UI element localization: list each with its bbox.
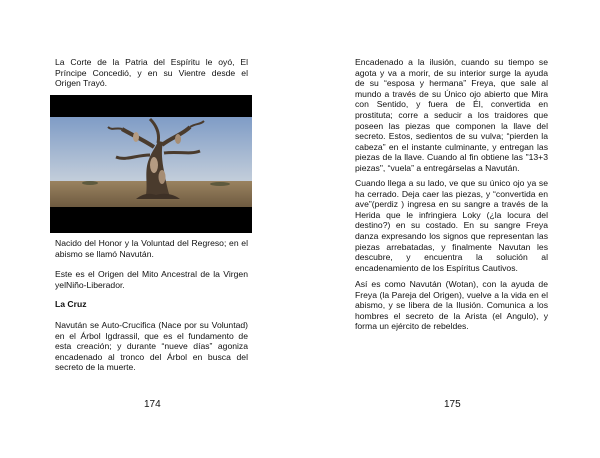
right-paragraph-3: Así es como Navután (Wotan), con la ayuda de Freya (la Pareja del Origen), vuelve a la vida en el abismo, y se libera de la Ilusión. Comunica a los hombres el secreto de la Arista (el Angulo), y forma un ejército de rebeldes. bbox=[355, 279, 548, 332]
left-paragraph-4: Navután se Auto-Crucifica (Nace por su Voluntad) en el Árbol Igdrassil, que es el fundamento de esta creación; y durante “nueve días” agoniza encadenado al tronco del Árbol en busca del secreto de la muerte. bbox=[55, 320, 248, 373]
left-paragraph-2: Nacido del Honor y la Voluntad del Regreso; en el abismo se llamó Navután. bbox=[55, 238, 248, 259]
left-paragraph-1: La Corte de la Patria del Espíritu le oyó, El Príncipe Concedió, y en su Vientre desde el Origen Trayó. bbox=[55, 57, 248, 89]
page-number-left: 174 bbox=[144, 399, 161, 410]
section-heading: La Cruz bbox=[55, 299, 87, 309]
film-still-photo bbox=[50, 95, 252, 233]
left-paragraph-3: Este es el Origen del Mito Ancestral de la Virgen yelNiño-Liberador. bbox=[55, 269, 248, 290]
page-number-right: 175 bbox=[444, 399, 461, 410]
tree-photo-icon bbox=[50, 95, 252, 233]
right-paragraph-1: Encadenado a la ilusión, cuando su tiempo se agota y va a morir, de su interior surge la ayuda de su “esposa y hermana” Freya, que sale al mundo a través de su Único ojo abierto que Mira con Sentido, y fuera de Él, convertida en prostituta; corre a seducir a los traidores que poseen las piezas que componen la llave del secreto. Estos, sedientos de su vulva; “pierden la cabeza” en el instante culminante, y entregan las piezas de la llave. Cuando al fin obtiene las "13+3 piezas", “vuela” a entregárselas a Navután. bbox=[355, 57, 548, 173]
right-page bbox=[300, 0, 600, 458]
right-paragraph-2: Cuando llega a su lado, ve que su único ojo ya se ha cerrado. Deja caer las piezas, y “convertida en ave”(perdiz ) ingresa en su sangre a través de la Herida que le infringiera Loky (¿la locura del destino?) en su costado. En su sangre Freya danza expresando los signos que representan las piezas arrebatadas, y finalmente Navutan les descubre, y encuentra la solución al encadenamiento de los Espíritus Cautivos. bbox=[355, 178, 548, 273]
